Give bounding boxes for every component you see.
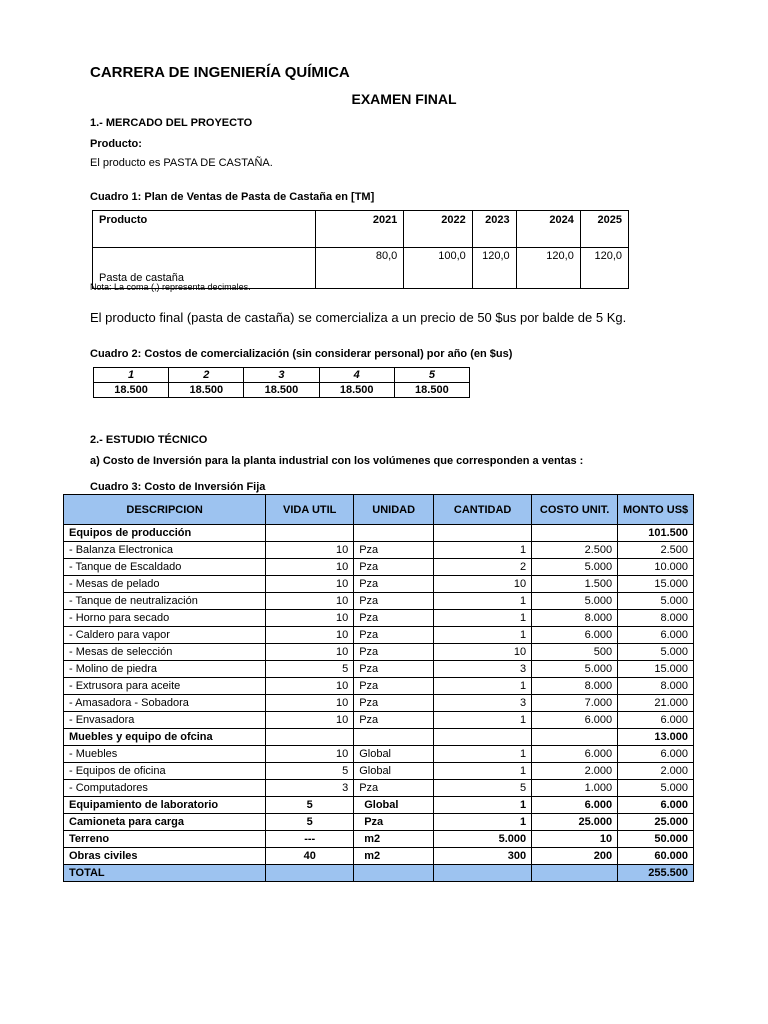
table-cell: 6.000 — [532, 797, 618, 814]
table-cell: 8.000 — [618, 678, 694, 695]
table-cell: 5.000 — [618, 780, 694, 797]
cost-value: 18.500 — [319, 383, 394, 398]
table-cell: - Envasadora — [64, 712, 266, 729]
year-header: 4 — [319, 368, 394, 383]
table-cell: 120,0 — [580, 248, 628, 289]
table-cell: 6.000 — [618, 797, 694, 814]
table-cell: m2 — [354, 848, 434, 865]
table-cell: 10 — [266, 593, 354, 610]
table-cell: Pza — [354, 661, 434, 678]
section-2-title: 2.- ESTUDIO TÉCNICO — [90, 434, 208, 446]
total-row — [64, 865, 694, 882]
table-cell: 1 — [434, 627, 532, 644]
year-header: 3 — [244, 368, 319, 383]
table-cell: 5 — [266, 661, 354, 678]
table-cell: 1.000 — [532, 780, 618, 797]
table-cell: Pasta de castaña — [93, 248, 316, 289]
table-cell — [532, 525, 618, 542]
table-cell: - Equipos de oficina — [64, 763, 266, 780]
table-cell: 1 — [434, 610, 532, 627]
table-cell: 6.000 — [532, 746, 618, 763]
exam-title: EXAMEN FINAL — [351, 91, 457, 107]
table-cell: Pza — [354, 593, 434, 610]
table-cell: 25.000 — [618, 814, 694, 831]
price-statement: El producto final (pasta de castaña) se comercializa a un precio de 50 $us por balde de 5 Kg. — [90, 310, 627, 325]
table-cell: 80,0 — [315, 248, 404, 289]
table-cell: 5.000 — [434, 831, 532, 848]
year-header: 5 — [394, 368, 469, 383]
table-cell — [434, 729, 532, 746]
cost-value: 18.500 — [94, 383, 169, 398]
table-cell: 7.000 — [532, 695, 618, 712]
cuadro-1-table — [92, 210, 629, 289]
table-cell — [266, 865, 354, 882]
table-cell: 120,0 — [516, 248, 580, 289]
table-cell: 2.000 — [532, 763, 618, 780]
table-cell: 10 — [434, 644, 532, 661]
table-cell: --- — [266, 831, 354, 848]
table-cell: 100,0 — [404, 248, 472, 289]
table-cell: 10 — [266, 627, 354, 644]
table-cell — [434, 525, 532, 542]
table-row — [64, 576, 694, 593]
table-cell: Global — [354, 797, 434, 814]
table-cell: 5.000 — [532, 593, 618, 610]
table-cell: 6.000 — [532, 627, 618, 644]
table-row — [64, 542, 694, 559]
table-cell: 6.000 — [532, 712, 618, 729]
table-cell: 1 — [434, 542, 532, 559]
table-cell — [354, 729, 434, 746]
table-cell: 6.000 — [618, 627, 694, 644]
table-cell: - Amasadora - Sobadora — [64, 695, 266, 712]
table-cell: 2.500 — [618, 542, 694, 559]
table-cell: 15.000 — [618, 576, 694, 593]
cuadro-1-title: Cuadro 1: Plan de Ventas de Pasta de Castaña en [TM] — [90, 191, 375, 203]
table-cell: 25.000 — [532, 814, 618, 831]
table-cell: 2.500 — [532, 542, 618, 559]
table-cell: 1 — [434, 746, 532, 763]
table-cell: 10 — [266, 559, 354, 576]
table-cell: 10 — [266, 610, 354, 627]
table-cell: - Caldero para vapor — [64, 627, 266, 644]
table-cell: 10 — [266, 712, 354, 729]
table-row — [64, 610, 694, 627]
table-cell: Pza — [354, 627, 434, 644]
cuadro-2-table — [93, 367, 470, 398]
table-cell: Equipamiento de laboratorio — [64, 797, 266, 814]
year-header: 2 — [169, 368, 244, 383]
table-row — [64, 661, 694, 678]
table-cell: 5.000 — [618, 593, 694, 610]
cuadro-3-table — [63, 494, 694, 882]
col-header: CANTIDAD — [434, 495, 532, 525]
table-cell: TOTAL — [64, 865, 266, 882]
table-cell: - Mesas de pelado — [64, 576, 266, 593]
table-cell: Pza — [354, 610, 434, 627]
section-1-title: 1.- MERCADO DEL PROYECTO — [90, 117, 253, 129]
col-header: 2024 — [516, 211, 580, 248]
year-header: 1 — [94, 368, 169, 383]
table-cell: Equipos de producción — [64, 525, 266, 542]
table-cell: 5.000 — [532, 559, 618, 576]
table-cell: 2 — [434, 559, 532, 576]
table-cell: 1 — [434, 814, 532, 831]
product-text: El producto es PASTA DE CASTAÑA. — [90, 157, 273, 169]
table-row — [64, 627, 694, 644]
table-cell: Pza — [354, 695, 434, 712]
table-cell: 60.000 — [618, 848, 694, 865]
table-cell: 13.000 — [618, 729, 694, 746]
table-cell: - Molino de piedra — [64, 661, 266, 678]
table-cell: Pza — [354, 712, 434, 729]
section-2a-title: a) Costo de Inversión para la planta industrial con los volúmenes que corresponden a ventas : — [90, 455, 584, 467]
product-label: Producto: — [90, 138, 142, 150]
table-cell: Camioneta para carga — [64, 814, 266, 831]
table-cell: - Balanza Electronica — [64, 542, 266, 559]
table-cell: 255.500 — [618, 865, 694, 882]
table-cell: 10 — [266, 542, 354, 559]
table-cell: Terreno — [64, 831, 266, 848]
table-cell: Pza — [354, 644, 434, 661]
table-cell: - Tanque de neutralización — [64, 593, 266, 610]
decimal-note: Nota: La coma (,) representa decimales. — [90, 282, 251, 292]
table-cell: 10.000 — [618, 559, 694, 576]
table-cell — [266, 729, 354, 746]
table-cell: 200 — [532, 848, 618, 865]
table-cell: 6.000 — [618, 712, 694, 729]
table-row — [64, 695, 694, 712]
table-row — [64, 797, 694, 814]
table-cell: 10 — [266, 678, 354, 695]
table-cell: Pza — [354, 780, 434, 797]
table-cell: 8.000 — [532, 678, 618, 695]
table-row — [64, 525, 694, 542]
col-header: 2023 — [472, 211, 516, 248]
table-cell: 500 — [532, 644, 618, 661]
table-row — [64, 814, 694, 831]
col-header: VIDA UTIL — [266, 495, 354, 525]
table-cell: Global — [354, 763, 434, 780]
table-cell: 120,0 — [472, 248, 516, 289]
table-row — [64, 559, 694, 576]
table-row — [64, 678, 694, 695]
table-cell: 10 — [532, 831, 618, 848]
table-cell: 5 — [266, 763, 354, 780]
table-cell: Pza — [354, 678, 434, 695]
table-cell: Pza — [354, 542, 434, 559]
table-cell: Obras civiles — [64, 848, 266, 865]
table-cell: Pza — [354, 559, 434, 576]
table-cell: 15.000 — [618, 661, 694, 678]
table-row — [64, 763, 694, 780]
table-cell — [532, 865, 618, 882]
table-cell: - Extrusora para aceite — [64, 678, 266, 695]
table-cell — [354, 865, 434, 882]
col-header: COSTO UNIT. — [532, 495, 618, 525]
table-cell: 3 — [434, 695, 532, 712]
table-cell — [434, 865, 532, 882]
table-cell: 10 — [266, 644, 354, 661]
col-header: Producto — [93, 211, 316, 248]
table-cell: 5 — [266, 814, 354, 831]
table-cell: - Mesas de selección — [64, 644, 266, 661]
table-cell: 5 — [266, 797, 354, 814]
table-cell: 1 — [434, 797, 532, 814]
col-header: MONTO US$ — [618, 495, 694, 525]
table-row — [64, 848, 694, 865]
col-header: DESCRIPCION — [64, 495, 266, 525]
table-cell: - Muebles — [64, 746, 266, 763]
table-cell: - Tanque de Escaldado — [64, 559, 266, 576]
table-cell — [266, 525, 354, 542]
table-row — [64, 780, 694, 797]
table-cell: 21.000 — [618, 695, 694, 712]
table-cell: m2 — [354, 831, 434, 848]
table-cell: 40 — [266, 848, 354, 865]
table-cell: 6.000 — [618, 746, 694, 763]
table-cell: - Horno para secado — [64, 610, 266, 627]
table-cell: 10 — [266, 746, 354, 763]
table-row — [64, 644, 694, 661]
table-row — [64, 593, 694, 610]
table-cell: - Computadores — [64, 780, 266, 797]
table-cell — [354, 525, 434, 542]
table-cell: Muebles y equipo de ofcina — [64, 729, 266, 746]
table-cell: 101.500 — [618, 525, 694, 542]
cost-value: 18.500 — [394, 383, 469, 398]
table-cell: 5 — [434, 780, 532, 797]
table-row — [64, 831, 694, 848]
table-cell: 5.000 — [618, 644, 694, 661]
cuadro-3-title: Cuadro 3: Costo de Inversión Fija — [90, 481, 266, 493]
table-cell: 8.000 — [618, 610, 694, 627]
table-cell: 50.000 — [618, 831, 694, 848]
table-cell: Global — [354, 746, 434, 763]
table-row — [64, 729, 694, 746]
col-header: UNIDAD — [354, 495, 434, 525]
col-header: 2022 — [404, 211, 472, 248]
table-row — [64, 746, 694, 763]
cost-value: 18.500 — [244, 383, 319, 398]
table-cell: 2.000 — [618, 763, 694, 780]
table-cell: Pza — [354, 576, 434, 593]
table-cell: 8.000 — [532, 610, 618, 627]
table-cell — [532, 729, 618, 746]
document-title: CARRERA DE INGENIERÍA QUÍMICA — [90, 64, 350, 81]
table-cell: 1 — [434, 763, 532, 780]
table-cell: 1 — [434, 593, 532, 610]
table-cell: 1.500 — [532, 576, 618, 593]
col-header: 2021 — [315, 211, 404, 248]
col-header: 2025 — [580, 211, 628, 248]
table-cell: 10 — [266, 576, 354, 593]
table-cell: Pza — [354, 814, 434, 831]
table-cell: 1 — [434, 712, 532, 729]
table-cell: 5.000 — [532, 661, 618, 678]
table-cell: 10 — [266, 695, 354, 712]
table-cell: 3 — [266, 780, 354, 797]
table-cell: 300 — [434, 848, 532, 865]
cuadro-2-title: Cuadro 2: Costos de comercialización (sin considerar personal) por año (en $us) — [90, 348, 513, 360]
table-cell: 3 — [434, 661, 532, 678]
table-cell: 1 — [434, 678, 532, 695]
table-row — [64, 712, 694, 729]
table-cell: 10 — [434, 576, 532, 593]
cost-value: 18.500 — [169, 383, 244, 398]
